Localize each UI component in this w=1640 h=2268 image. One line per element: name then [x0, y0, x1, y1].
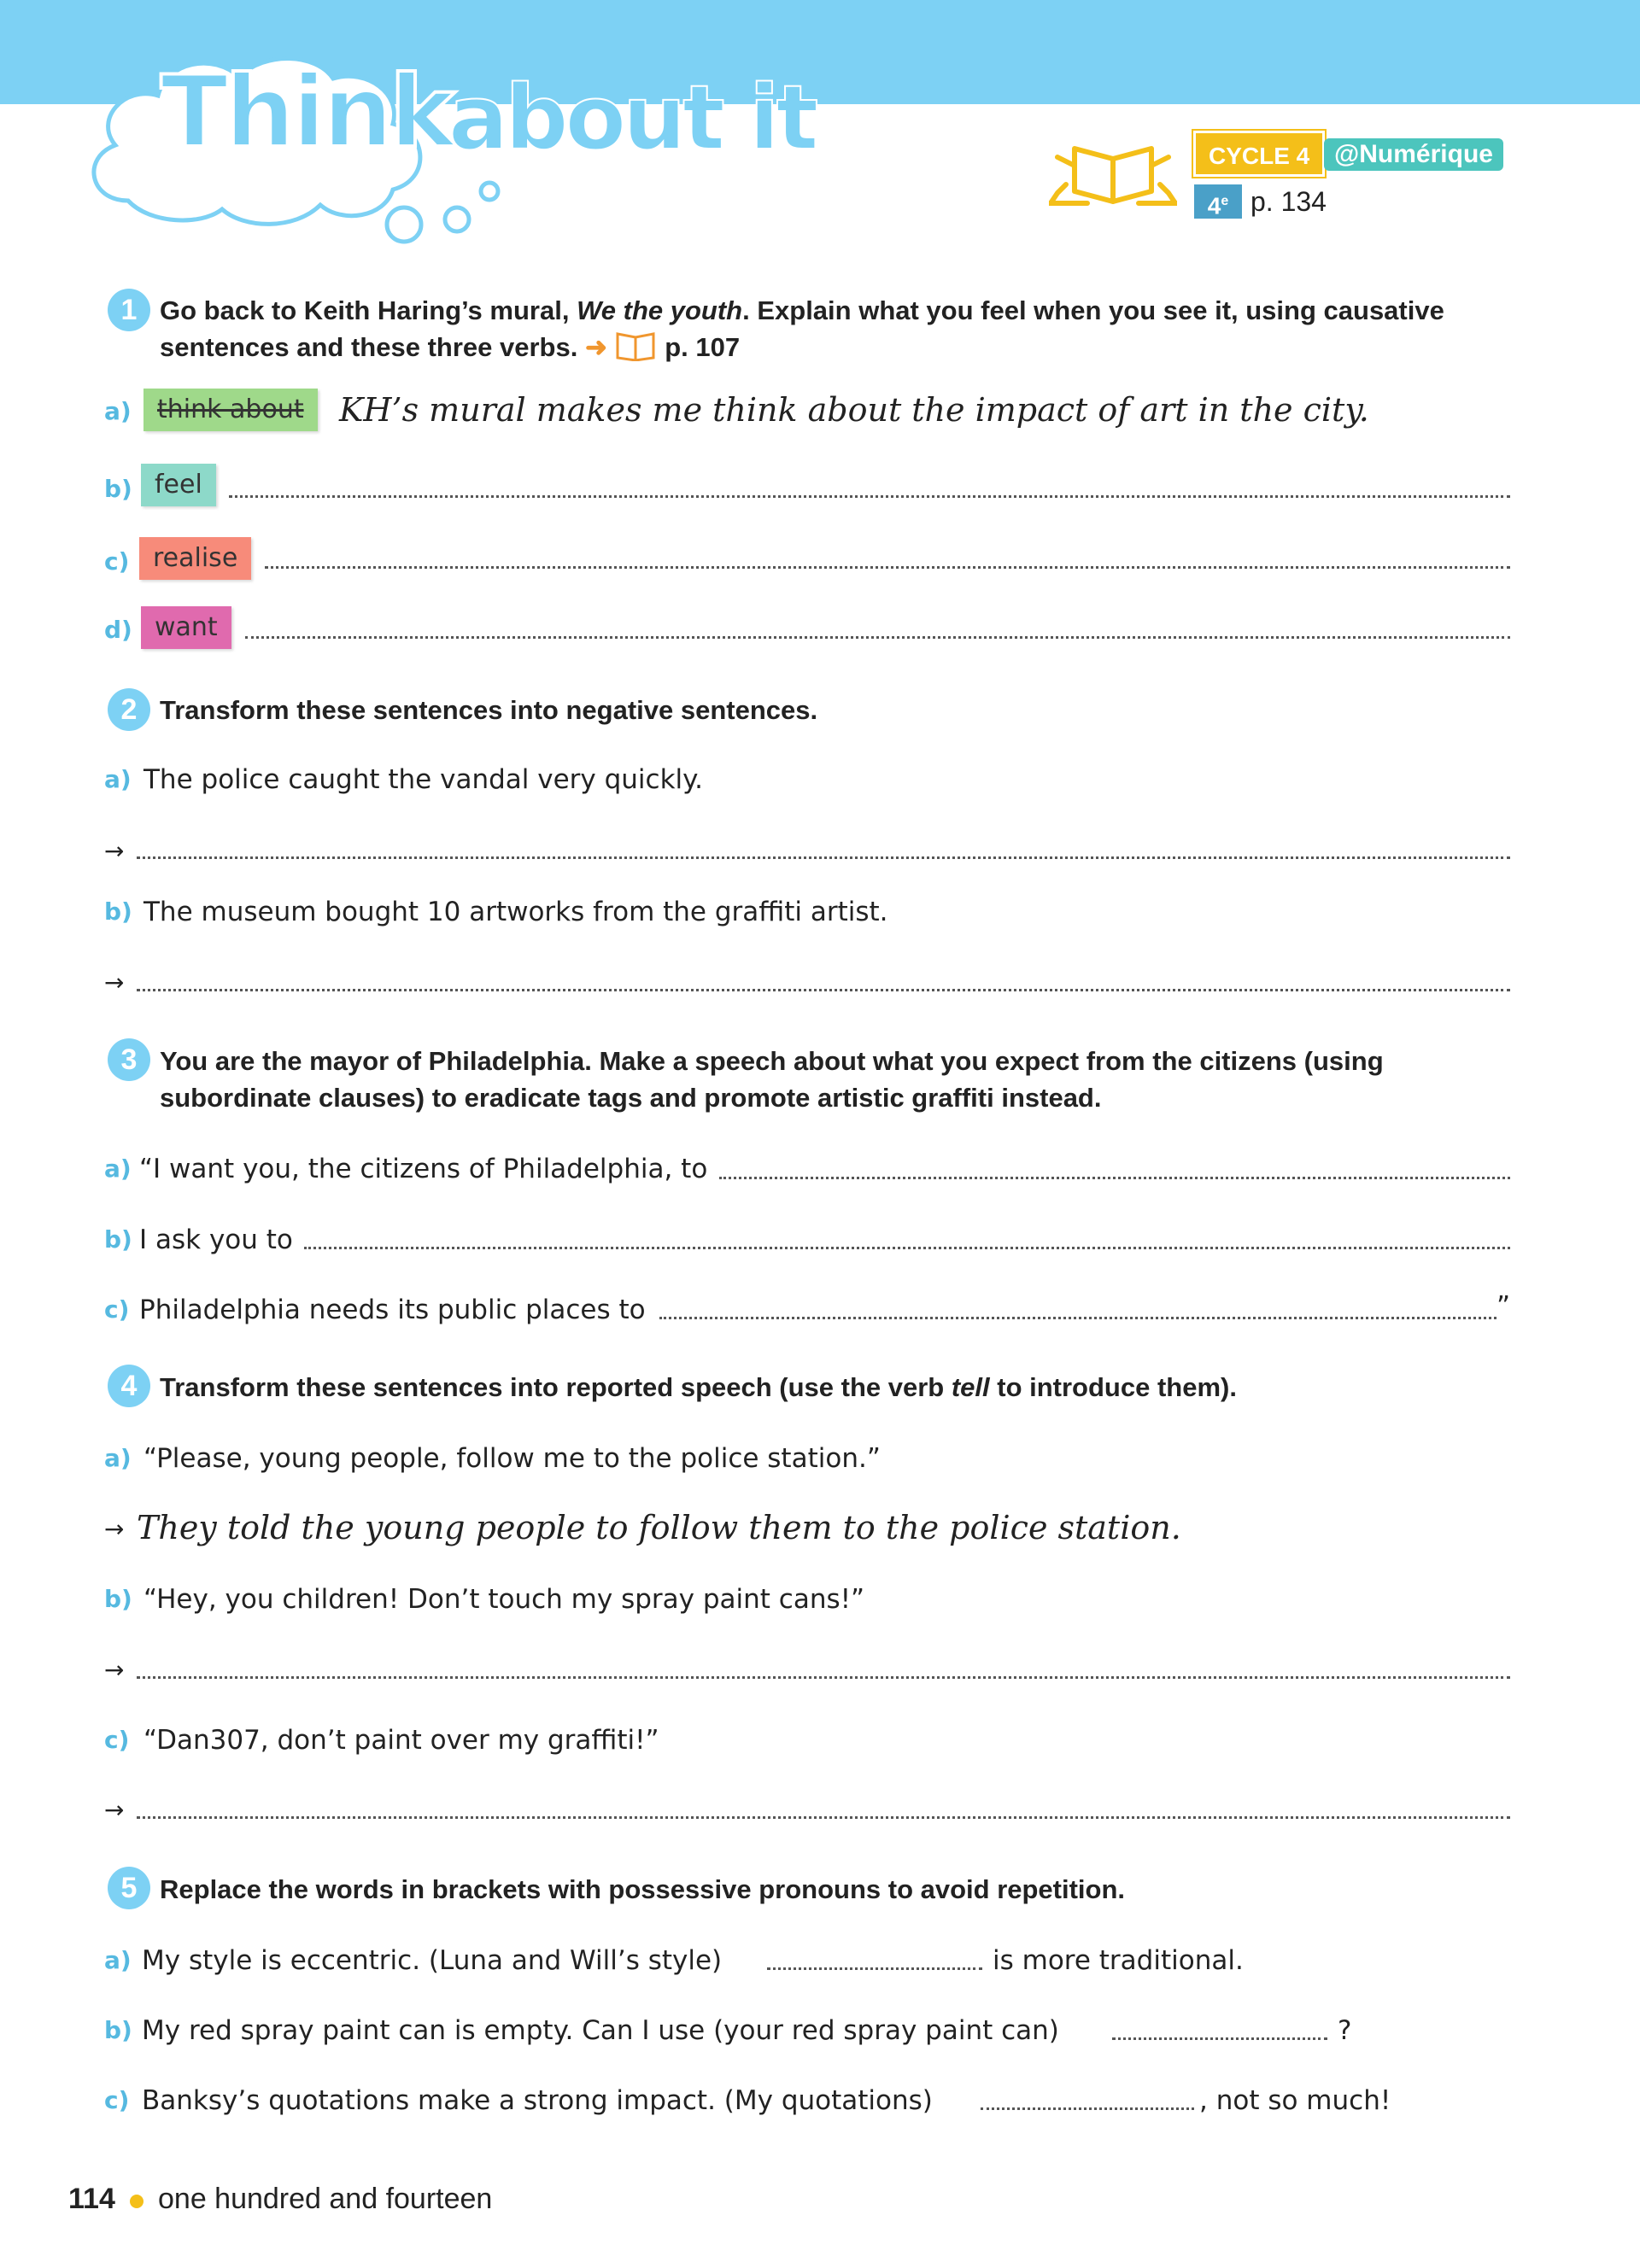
- question-number: 2: [108, 688, 150, 731]
- question-number: 4: [108, 1365, 150, 1407]
- sentence-text-end: ?: [1338, 2015, 1352, 2046]
- example-answer: They told the young people to follow them to the police station.: [137, 1509, 1181, 1546]
- sentence-text-end: , not so much!: [1199, 2085, 1391, 2116]
- page-title-think: Think: [161, 55, 453, 170]
- page-title-about: about it: [448, 66, 816, 170]
- verb-tag-want: want: [141, 606, 231, 649]
- question-4-text: Transform these sentences into reported speech (use the verb tell to introduce them).: [160, 1372, 1237, 1402]
- item-label: d): [104, 616, 132, 644]
- sentence-text: Banksy’s quotations make a strong impact. (My quotations): [142, 2085, 933, 2116]
- answer-line[interactable]: [229, 495, 1510, 498]
- answer-line[interactable]: [245, 636, 1510, 639]
- page-number-words: one hundred and fourteen: [158, 2183, 493, 2215]
- answer-line[interactable]: [137, 856, 1510, 859]
- answer-line[interactable]: [1112, 2037, 1327, 2040]
- sentence-text: My red spray paint can is empty. Can I use (your red spray paint can): [142, 2015, 1059, 2046]
- item-label: a): [104, 397, 132, 425]
- item-label: b): [104, 1225, 132, 1254]
- item-label: b): [104, 475, 132, 503]
- closing-quote: ”: [1496, 1291, 1511, 1322]
- sentence-text: “I want you, the citizens of Philadelphia, to: [139, 1154, 708, 1184]
- sentence-text: I ask you to: [139, 1225, 293, 1255]
- answer-line[interactable]: [137, 989, 1510, 991]
- item-label: c): [104, 1295, 130, 1324]
- arrow-icon: →: [104, 1656, 125, 1684]
- answer-line[interactable]: [767, 1967, 982, 1970]
- question-number: 1: [108, 289, 150, 331]
- answer-line[interactable]: [137, 1816, 1510, 1819]
- sentence-text: My style is eccentric. (Luna and Will’s style): [142, 1945, 723, 1976]
- cycle-badge: CYCLE 4: [1196, 133, 1322, 174]
- sentence-text: The police caught the vandal very quickly.: [144, 764, 703, 795]
- sentence-text: “Please, young people, follow me to the police station.”: [144, 1443, 881, 1474]
- sentence-text-end: is more traditional.: [993, 1945, 1244, 1976]
- item-label: a): [104, 1946, 132, 1974]
- answer-line[interactable]: [659, 1317, 1496, 1319]
- answer-line[interactable]: [719, 1177, 1510, 1179]
- sentence-text: Philadelphia needs its public places to: [139, 1295, 646, 1325]
- verb-tag-realise: realise: [139, 537, 251, 580]
- book-icon: [615, 330, 658, 361]
- reading-book-icon: [1049, 133, 1177, 210]
- answer-line[interactable]: [304, 1247, 1510, 1249]
- page-number: 114: [68, 2183, 115, 2215]
- answer-line[interactable]: [981, 2107, 1194, 2110]
- answer-line[interactable]: [265, 566, 1510, 569]
- item-label: c): [104, 2086, 130, 2114]
- item-label: b): [104, 897, 132, 926]
- example-answer: KH’s mural makes me think about the impact of art in the city.: [339, 391, 1369, 429]
- question-number: 5: [108, 1867, 150, 1909]
- item-label: c): [104, 1726, 130, 1754]
- sentence-text: The museum bought 10 artworks from the graffiti artist.: [144, 897, 888, 927]
- grade-page-ref: p. 134: [1250, 186, 1327, 217]
- item-label: b): [104, 1585, 132, 1613]
- item-label: a): [104, 1444, 132, 1472]
- answer-line[interactable]: [137, 1676, 1510, 1679]
- footer-bullet: [130, 2195, 144, 2208]
- verb-tag-feel: feel: [141, 464, 216, 506]
- item-label: c): [104, 547, 130, 576]
- arrow-icon: ➜: [584, 332, 607, 362]
- question-number: 3: [108, 1038, 150, 1081]
- numerique-badge[interactable]: @Numérique: [1324, 138, 1503, 171]
- question-5-text: Replace the words in brackets with possessive pronouns to avoid repetition.: [160, 1874, 1126, 1904]
- item-label: a): [104, 765, 132, 793]
- sentence-text: “Dan307, don’t paint over my graffiti!”: [144, 1725, 659, 1756]
- arrow-icon: →: [104, 1796, 125, 1824]
- question-2-text: Transform these sentences into negative sentences.: [160, 695, 818, 725]
- grade-badge: 4e: [1194, 184, 1242, 219]
- question-1-text: Go back to Keith Haring’s mural, We the youth. Explain what you feel when you see it, using causative sentences and these three verbs. ➜ p. 107: [160, 295, 1444, 362]
- sentence-text: “Hey, you children! Don’t touch my spray paint cans!”: [144, 1584, 865, 1615]
- arrow-icon: →: [104, 1515, 125, 1543]
- item-label: a): [104, 1154, 132, 1183]
- arrow-icon: →: [104, 837, 125, 865]
- question-3-text: You are the mayor of Philadelphia. Make a speech about what you expect from the citizens (using subordinate clauses) to eradicate tags and promote artistic graffiti instead.: [160, 1046, 1384, 1113]
- item-label: b): [104, 2016, 132, 2044]
- arrow-icon: →: [104, 968, 125, 997]
- verb-tag-think-about: think about: [144, 389, 318, 431]
